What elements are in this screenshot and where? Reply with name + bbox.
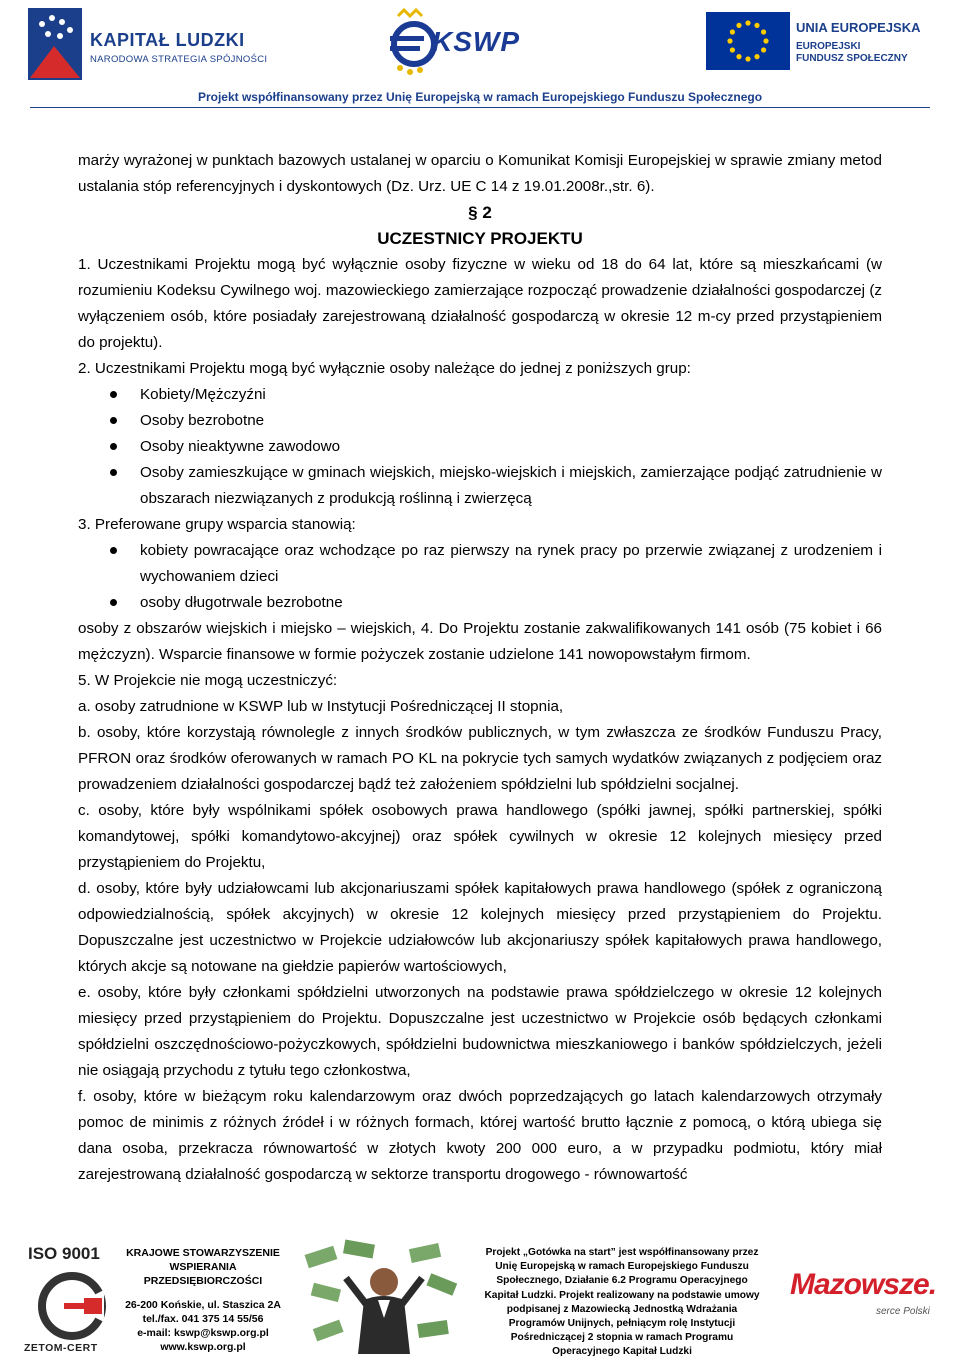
document-body (78, 148, 882, 1188)
paragraph-5: 5. W Projekcie nie mogą uczestniczyć: (78, 672, 338, 689)
project-note-line: Unię Europejską w ramach Europejskiego Funduszu (495, 1261, 749, 1273)
iso-title: ISO 9001 (28, 1244, 100, 1263)
kapital-ludzki-subtitle: NARODOWA STRATEGIA SPÓJNOŚCI (90, 54, 268, 65)
mazowsze-logo (790, 1268, 940, 1338)
iso-seal-icon (34, 1270, 110, 1340)
section-heading-number (78, 200, 882, 226)
kswp-wordmark: KSWP (432, 26, 520, 57)
eu-logo (706, 12, 946, 82)
association-address: 26-200 Końskie, ul. Staszica 2A (125, 1299, 281, 1311)
intro-paragraph: marży wyrażonej w punktach bazowych ustalanej w oparciu o Komunikat Komisji Europejskiej w sprawie zmiany metod ustalania stóp referencyjnych i dyskontowych (Dz. Urz. UE C 14 z 19.01.2008r.,str. 6). (78, 152, 882, 195)
kapital-ludzki-title: KAPITAŁ LUDZKI (90, 30, 245, 50)
list-item: Osoby bezrobotne (106, 408, 882, 434)
section-number: 2 (482, 203, 492, 222)
kapital-ludzki-logo (26, 6, 266, 84)
project-note-line: podpisanej z Mazowiecką Jednostką Wdrażania (506, 1303, 738, 1315)
eu-title: UNIA EUROPEJSKA (796, 20, 921, 35)
eligible-groups-list (106, 382, 882, 512)
eu-flag-icon (706, 12, 790, 70)
preferred-groups-list (106, 538, 882, 616)
iso-subtitle: ZETOM-CERT (24, 1342, 98, 1354)
project-note-line: Pośredniczącej 2 stopnia w ramach Programu (510, 1332, 734, 1344)
project-note-line: Projekt „Gotówka na start” jest współfinansowany przez (485, 1247, 759, 1258)
kswp-logo (390, 6, 540, 84)
cofinancing-line: Projekt współfinansowany przez Unię Europejską w ramach Europejskiego Funduszu Społecznego (197, 90, 763, 104)
page-footer (0, 1228, 960, 1362)
header-divider (30, 107, 930, 108)
association-website[interactable]: www.kswp.org.pl (160, 1341, 246, 1353)
project-note-line: Społecznego, Działanie 6.2 Programu Operacyjnego (496, 1275, 748, 1287)
iso-certificate-logo (24, 1244, 120, 1356)
paragraph-4: osoby z obszarów wiejskich i miejsko – wiejskich, 4. Do Projektu zostanie zakwalifikowanych 141 osób (75 kobiet i 66 mężczyzn). Wsparcie finansowe w formie pożyczek zostanie udzielone 141 nowopowstałym firmom. (78, 620, 882, 663)
list-item: Osoby zamieszkujące w gminach wiejskich, miejsko-wiejskich i miejskich, zamierzające podjąć zatrudnienie w obszarach niezwiązanych z produkcją roślinną i zwierzęcą (106, 460, 882, 512)
exclusion-item-c: c. osoby, które były wspólnikami spółek osobowych prawa handlowego (spółki jawnej, spółki partnerskiej, spółki komandytowej, spółki komandytowo-akcyjnej) oraz spółek cywilnych w okresie 12 kolejnych miesięcy przed przystąpieniem do Projektu, (78, 802, 882, 871)
association-contact (118, 1246, 288, 1354)
money-man-illustration-icon (298, 1238, 468, 1356)
eu-subtitle-2: FUNDUSZ SPOŁECZNY (796, 53, 908, 64)
eu-subtitle-1: EUROPEJSKI (796, 41, 861, 52)
exclusion-item-f: f. osoby, które w bieżącym roku kalendarzowym oraz dwóch poprzedzających go latach kalendarzowych otrzymały pomoc de minimis z różnych źródeł i w różnych formach, której wartość brutto łącznie z pomocą, o którą ubiega się dana osoba, przekracza równowartość w złotych kwoty 200 000 euro, a w przypadku podmiotu, który miał zarejestrowaną działalność gospodarczą w sektorze transportu drogowego - równowartość (78, 1088, 882, 1183)
kapital-ludzki-emblem-icon (26, 6, 86, 84)
list-item: kobiety powracające oraz wchodzące po raz pierwszy na rynek pracy po przerwie związanej z urodzeniem i wychowaniem dzieci (106, 538, 882, 590)
exclusion-item-d: d. osoby, które były udziałowcami lub akcjonariuszami spółek kapitałowych prawa handlowego (spółek z ograniczoną odpowiedzialnością, spółek akcyjnych) w okresie 12 kolejnych miesięcy przed przystąpieniem do Projektu. Dopuszczalne jest uczestnictwo w Projekcie udziałowców lub akcjonariuszy spółek kapitałowych prawa handlowego, których akcje są notowane na giełdzie papierów wartościowych, (78, 880, 882, 975)
association-name-line-3: PRZEDSIĘBIORCZOŚCI (143, 1275, 263, 1287)
association-name-line-1: KRAJOWE STOWARZYSZENIE (126, 1247, 280, 1259)
project-note-line: Kapitał Ludzki. Projekt realizowany na podstawie umowy (484, 1289, 760, 1301)
exclusion-item-e: e. osoby, które były członkami spółdzielni utworzonych na podstawie prawa spółdzielczego w okresie 12 kolejnych miesięcy przed przystąpieniem do Projektu. Dopuszczalne jest uczestnictwo w Projekcie osób będących członkami spółdzielni oszczędnościowo-pożyczkowych, spółdzielni budownictwa mieszkaniowego i banków spółdzielczych, jeżeli nie osiągają przychodu z tytułu tego członkostwa, (78, 984, 882, 1079)
section-title: UCZESTNICY PROJEKTU (377, 229, 583, 248)
paragraph-1: 1. Uczestnikami Projektu mogą być wyłącznie osoby fizyczne w wieku od 18 do 64 lat, które są mieszkańcami (w rozumieniu Kodeksu Cywilnego woj. mazowieckiego zamierzające rozpocząć prowadzenie działalności gospodarczej (z wyłączeniem osób, które posiadały zarejestrowaną działalność gospodarczą w okresie 12 m-cy przed przystąpieniem do projektu). (78, 256, 882, 351)
project-note-line: Operacyjnego Kapitał Ludzki (552, 1346, 692, 1358)
exclusion-item-b: b. osoby, które korzystają równolegle z innych środków publicznych, w tym zwłaszcza ze środków Funduszu Pracy, PFRON oraz środków oferowanych w ramach PO KL na pokrycie tych samych wydatków związanych z podjęciem oraz prowadzeniem działalności gospodarczej bądź też założeniem spółdzielni lub spółdzielni socjalnej. (78, 724, 882, 793)
paragraph-3: 3. Preferowane grupy wsparcia stanowią: (78, 516, 356, 533)
association-email[interactable]: e-mail: kswp@kswp.org.pl (137, 1327, 269, 1339)
mazowsze-wordmark: Mazowsze. (790, 1268, 937, 1301)
association-phone: tel./fax. 041 375 14 55/56 (142, 1313, 264, 1325)
list-item: Kobiety/Mężczyźni (106, 382, 882, 408)
exclusion-item-a: a. osoby zatrudnione w KSWP lub w Instytucji Pośredniczącej II stopnia, (78, 698, 564, 715)
paragraph-2: 2. Uczestnikami Projektu mogą być wyłącznie osoby należące do jednej z poniższych grup: (78, 360, 691, 377)
list-item: Osoby nieaktywne zawodowo (106, 434, 882, 460)
section-symbol: § (468, 203, 478, 222)
mazowsze-tagline: serce Polski (876, 1306, 930, 1317)
list-item: osoby długotrwale bezrobotne (106, 590, 882, 616)
spacer (118, 1288, 288, 1298)
page-header (0, 0, 960, 112)
association-name-line-2: WSPIERANIA (169, 1261, 237, 1273)
project-note-line: Programów Unijnych, pełniącym rolę Instytucji (508, 1318, 736, 1330)
project-funding-note (474, 1246, 770, 1360)
